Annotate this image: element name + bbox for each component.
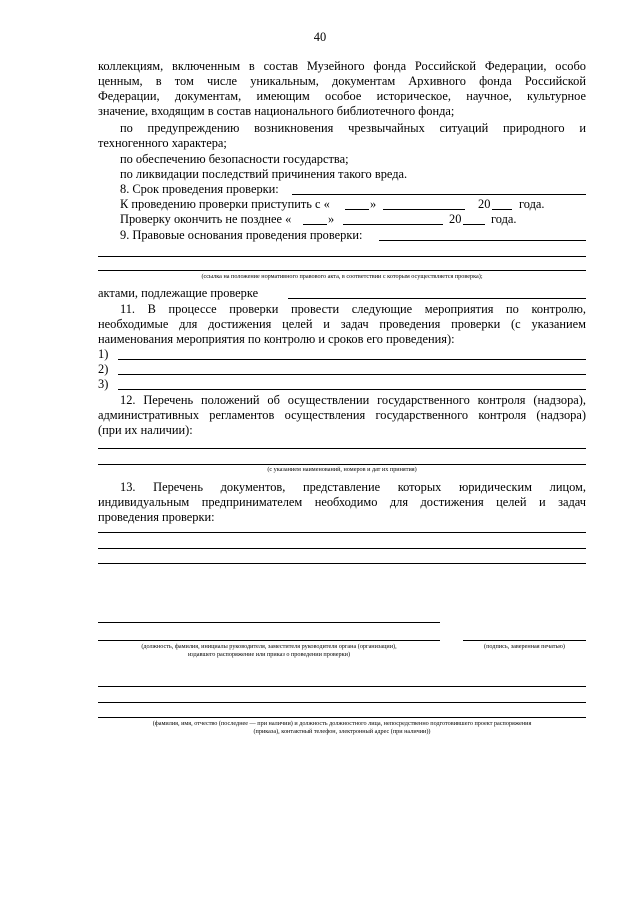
section12-line-2: административных регламентов осуществления государственного контроля (надзора)	[98, 408, 586, 422]
section8-term-field[interactable]	[292, 194, 586, 195]
start-month-field[interactable]	[383, 209, 465, 210]
section13-line-3: проведения проверки:	[98, 510, 215, 524]
start-year-field[interactable]	[492, 209, 512, 210]
end-day-field[interactable]	[303, 224, 327, 225]
section8-title: 8. Срок проведения проверки:	[120, 182, 279, 196]
section9-field-3[interactable]	[98, 270, 586, 271]
prevention-line-1: по предупреждению возникновения чрезвычайных ситуаций природного и	[120, 121, 586, 135]
section11-item-2-field[interactable]	[118, 374, 586, 375]
intro-line-3: Федерации, документам, имеющим особое историческое, научное, культурное	[98, 89, 586, 103]
end-year-field[interactable]	[463, 224, 485, 225]
preparer-caption-1: (фамилия, имя, отчество (последнее — при наличии) и должность должностного лица, непосредственно подготовившего проект распоряжения	[152, 720, 532, 727]
section13-field-1[interactable]	[98, 532, 586, 533]
section11-item-3-label: 3)	[98, 377, 109, 391]
end-year-suffix: года.	[491, 212, 517, 226]
section12-caption: (с указанием наименований, номеров и дат их принятия)	[267, 466, 417, 473]
section13-field-3[interactable]	[98, 563, 586, 564]
end-quote-close: »	[328, 212, 335, 226]
section8-start-prefix: К проведению проверки приступить с «	[120, 197, 330, 211]
section12-field-1[interactable]	[98, 448, 586, 449]
section9-field-2[interactable]	[98, 256, 586, 257]
preparer-field-1[interactable]	[98, 686, 586, 687]
signature-caption-right: (подпись, заверенная печатью)	[484, 643, 565, 650]
signature-position-field-1[interactable]	[98, 622, 440, 623]
signature-caption-left-1: (должность, фамилия, инициалы руководителя, заместителя руководителя органа (организации),	[141, 643, 397, 650]
intro-line-2: ценным, в том числе уникальным, документам Архивного фонда Российской	[98, 74, 586, 88]
start-year-suffix: года.	[519, 197, 545, 211]
section13-line-1: 13. Перечень документов, представление которых юридическим лицом,	[120, 480, 586, 494]
page-number: 40	[313, 30, 327, 44]
signature-position-field-2[interactable]	[98, 640, 440, 641]
prevention-line-2: техногенного характера;	[98, 136, 227, 150]
end-month-field[interactable]	[343, 224, 443, 225]
start-year-prefix: 20	[478, 197, 491, 211]
preparer-field-3[interactable]	[98, 717, 586, 718]
section9-acts-label: актами, подлежащие проверке	[98, 286, 259, 300]
section9-field-1[interactable]	[379, 240, 586, 241]
start-day-field[interactable]	[345, 209, 369, 210]
section11-item-3-field[interactable]	[118, 389, 586, 390]
section12-field-2[interactable]	[98, 464, 586, 465]
signature-sign-field[interactable]	[463, 640, 586, 641]
section11-line-1: 11. В процессе проверки провести следующие мероприятия по контролю,	[120, 302, 586, 316]
intro-line-1: коллекциям, включенным в состав Музейного фонда Российской Федерации, особо	[98, 59, 586, 73]
section8-end-prefix: Проверку окончить не позднее «	[120, 212, 292, 226]
section13-field-2[interactable]	[98, 548, 586, 549]
section9-title: 9. Правовые основания проведения проверки:	[120, 228, 363, 242]
section12-line-1: 12. Перечень положений об осуществлении государственного контроля (надзора),	[120, 393, 586, 407]
section9-acts-field[interactable]	[288, 298, 586, 299]
section13-line-2: индивидуальным предпринимателем необходимо для достижения целей и задач	[98, 495, 586, 509]
preparer-field-2[interactable]	[98, 702, 586, 703]
intro-line-4: значение, входящим в состав национального библиотечного фонда;	[98, 104, 455, 118]
section11-item-1-field[interactable]	[118, 359, 586, 360]
preparer-caption-2: (приказа), контактный телефон, электронный адрес (при наличии))	[253, 728, 431, 735]
security-line: по обеспечению безопасности государства;	[120, 152, 349, 166]
section11-item-1-label: 1)	[98, 347, 109, 361]
section11-item-2-label: 2)	[98, 362, 109, 376]
section12-line-3: (при их наличии):	[98, 423, 193, 437]
section11-line-2: необходимые для достижения целей и задач проведения проверки (с указанием	[98, 317, 586, 331]
section9-caption: (ссылка на положение нормативного правового акта, в соответствии с которым осуществляется проверка);	[201, 273, 483, 280]
section11-line-3: наименования мероприятия по контролю и сроков его проведения):	[98, 332, 455, 346]
liquidation-line: по ликвидации последствий причинения такого вреда.	[120, 167, 408, 181]
end-year-prefix: 20	[449, 212, 462, 226]
signature-caption-left-2: издавшего распоряжение или приказ о проведении проверки)	[187, 651, 351, 658]
start-quote-close: »	[370, 197, 377, 211]
